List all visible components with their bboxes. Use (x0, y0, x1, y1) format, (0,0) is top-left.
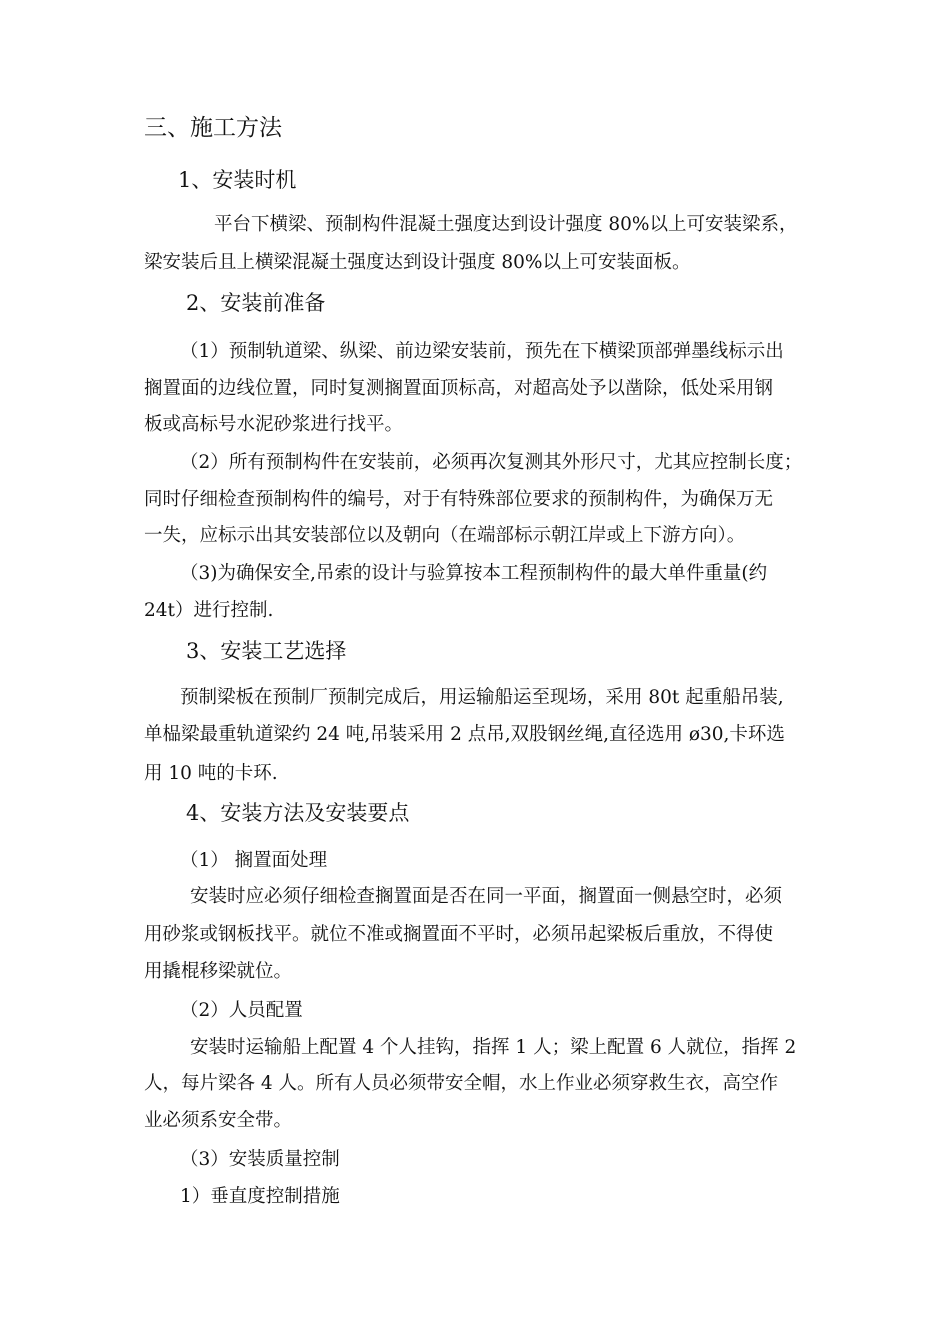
paragraph-line: （1）预制轨道梁、纵梁、前边梁安装前，预先在下横梁顶部弹墨线标示出 (180, 341, 784, 362)
heading-pre-install-prep: 2、安装前准备 (186, 291, 326, 315)
paragraph-line: 梁安装后且上横梁混凝土强度达到设计强度 80%以上可安装面板。 (144, 252, 691, 273)
heading-install-timing: 1、安装时机 (178, 168, 297, 192)
list-item-verticality: 1）垂直度控制措施 (180, 1186, 340, 1207)
paragraph-line: （2）所有预制构件在安装前，必须再次复测其外形尺寸，尤其应控制长度； (180, 452, 803, 473)
section-title: 三、施工方法 (144, 115, 282, 141)
paragraph-line: 平台下横梁、预制构件混凝土强度达到设计强度 80%以上可安装梁系， (214, 214, 798, 235)
paragraph-line: （3)为确保安全,吊索的设计与验算按本工程预制构件的最大单件重量(约 (180, 563, 768, 584)
subheading-staffing: （2）人员配置 (180, 1000, 303, 1021)
paragraph-line: 用砂浆或钢板找平。就位不准或搁置面不平时，必须吊起梁板后重放，不得使 (144, 924, 774, 945)
paragraph-line: 用 10 吨的卡环. (144, 763, 278, 784)
paragraph-line: 搁置面的边线位置，同时复测搁置面顶标高，对超高处予以凿除，低处采用钢 (144, 378, 774, 399)
subheading-bearing-surface: （1） 搁置面处理 (180, 850, 328, 871)
paragraph-line: 业必须系安全带。 (144, 1110, 293, 1131)
paragraph-line: 人，每片梁各 4 人。所有人员必须带安全帽，水上作业必须穿救生衣，高空作 (144, 1073, 779, 1094)
paragraph-line: 安装时运输船上配置 4 个人挂钩，指挥 1 人；梁上配置 6 人就位，指挥 2 (190, 1037, 797, 1058)
paragraph-line: 同时仔细检查预制构件的编号，对于有特殊部位要求的预制构件，为确保万无 (144, 489, 774, 510)
heading-install-method: 4、安装方法及安装要点 (186, 801, 410, 825)
paragraph-line: 板或高标号水泥砂浆进行找平。 (144, 414, 404, 435)
subheading-quality-control: （3）安装质量控制 (180, 1149, 340, 1170)
paragraph-line: 用撬棍移梁就位。 (144, 961, 293, 982)
paragraph-line: 安装时应必须仔细检查搁置面是否在同一平面，搁置面一侧悬空时，必须 (190, 886, 783, 907)
paragraph-line: 单榀梁最重轨道梁约 24 吨,吊装采用 2 点吊,双股钢丝绳,直径选用 ø30,卡环选 (144, 724, 785, 745)
paragraph-line: 预制梁板在预制厂预制完成后，用运输船运至现场，采用 80t 起重船吊装, (180, 687, 784, 708)
paragraph-line: 一失，应标示出其安装部位以及朝向（在端部标示朝江岸或上下游方向）。 (144, 525, 746, 546)
heading-process-selection: 3、安装工艺选择 (186, 639, 347, 663)
paragraph-line: 24t）进行控制. (144, 600, 274, 621)
